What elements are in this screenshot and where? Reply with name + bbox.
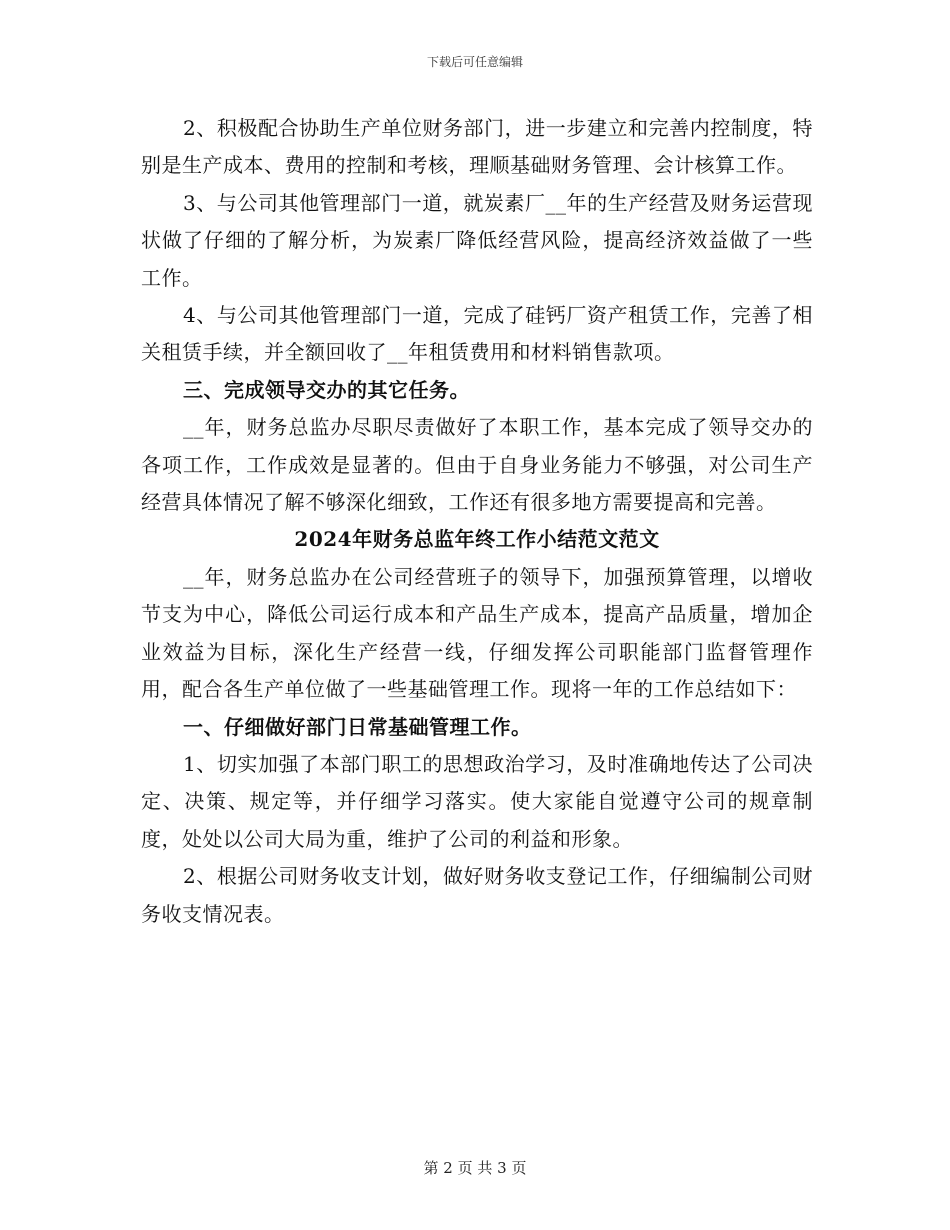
paragraph-item-2: 2、积极配合协助生产单位财务部门，进一步建立和完善内控制度，特别是生产成本、费用的控制和考核，理顺基础财务管理、会计核算工作。 — [141, 116, 813, 178]
page-number-footer: 第 2 页 共 3 页 — [423, 1159, 527, 1177]
paragraph-item-3: 3、与公司其他管理部门一道，就炭素厂__年的生产经营及财务运营现状做了仔细的了解分析，为炭素厂降低经营风险，提高经济效益做了一些工作。 — [141, 190, 813, 290]
paragraph-item-4: 4、与公司其他管理部门一道，完成了硅钙厂资产租赁工作，完善了相关租赁手续，并全额回收了__年租赁费用和材料销售款项。 — [141, 303, 813, 365]
paragraph-item-1-study: 1、切实加强了本部门职工的思想政治学习，及时准确地传达了公司决定、决策、规定等，并仔细学习落实。使大家能自觉遵守公司的规章制度，处处以公司大局为重，维护了公司的利益和形象。 — [141, 751, 813, 851]
paragraph-intro: __年，财务总监办在公司经营班子的领导下，加强预算管理，以增收节支为中心，降低公司运行成本和产品生产成本，提高产品质量，增加企业效益为目标，深化生产经营一线，仔细发挥公司职能部门监督管理作用，配合各生产单位做了一些基础管理工作。现将一年的工作总结如下： — [141, 564, 813, 702]
paragraph-summary: __年，财务总监办尽职尽责做好了本职工作，基本完成了领导交办的各项工作，工作成效是显著的。但由于自身业务能力不够强，对公司生产经营具体情况了解不够深化细致，工作还有很多地方需要提高和完善。 — [141, 415, 813, 515]
section-heading-other-tasks: 三、完成领导交办的其它任务。 — [183, 377, 470, 402]
section-heading-daily-management: 一、仔细做好部门日常基础管理工作。 — [183, 714, 532, 739]
paragraph-item-2-budget: 2、根据公司财务收支计划，做好财务收支登记工作，仔细编制公司财务收支情况表。 — [141, 864, 813, 926]
page-header-note: 下载后可任意编辑 — [426, 55, 523, 69]
document-title: 2024年财务总监年终工作小结范文范文 — [294, 527, 660, 552]
document-body — [141, 110, 813, 933]
